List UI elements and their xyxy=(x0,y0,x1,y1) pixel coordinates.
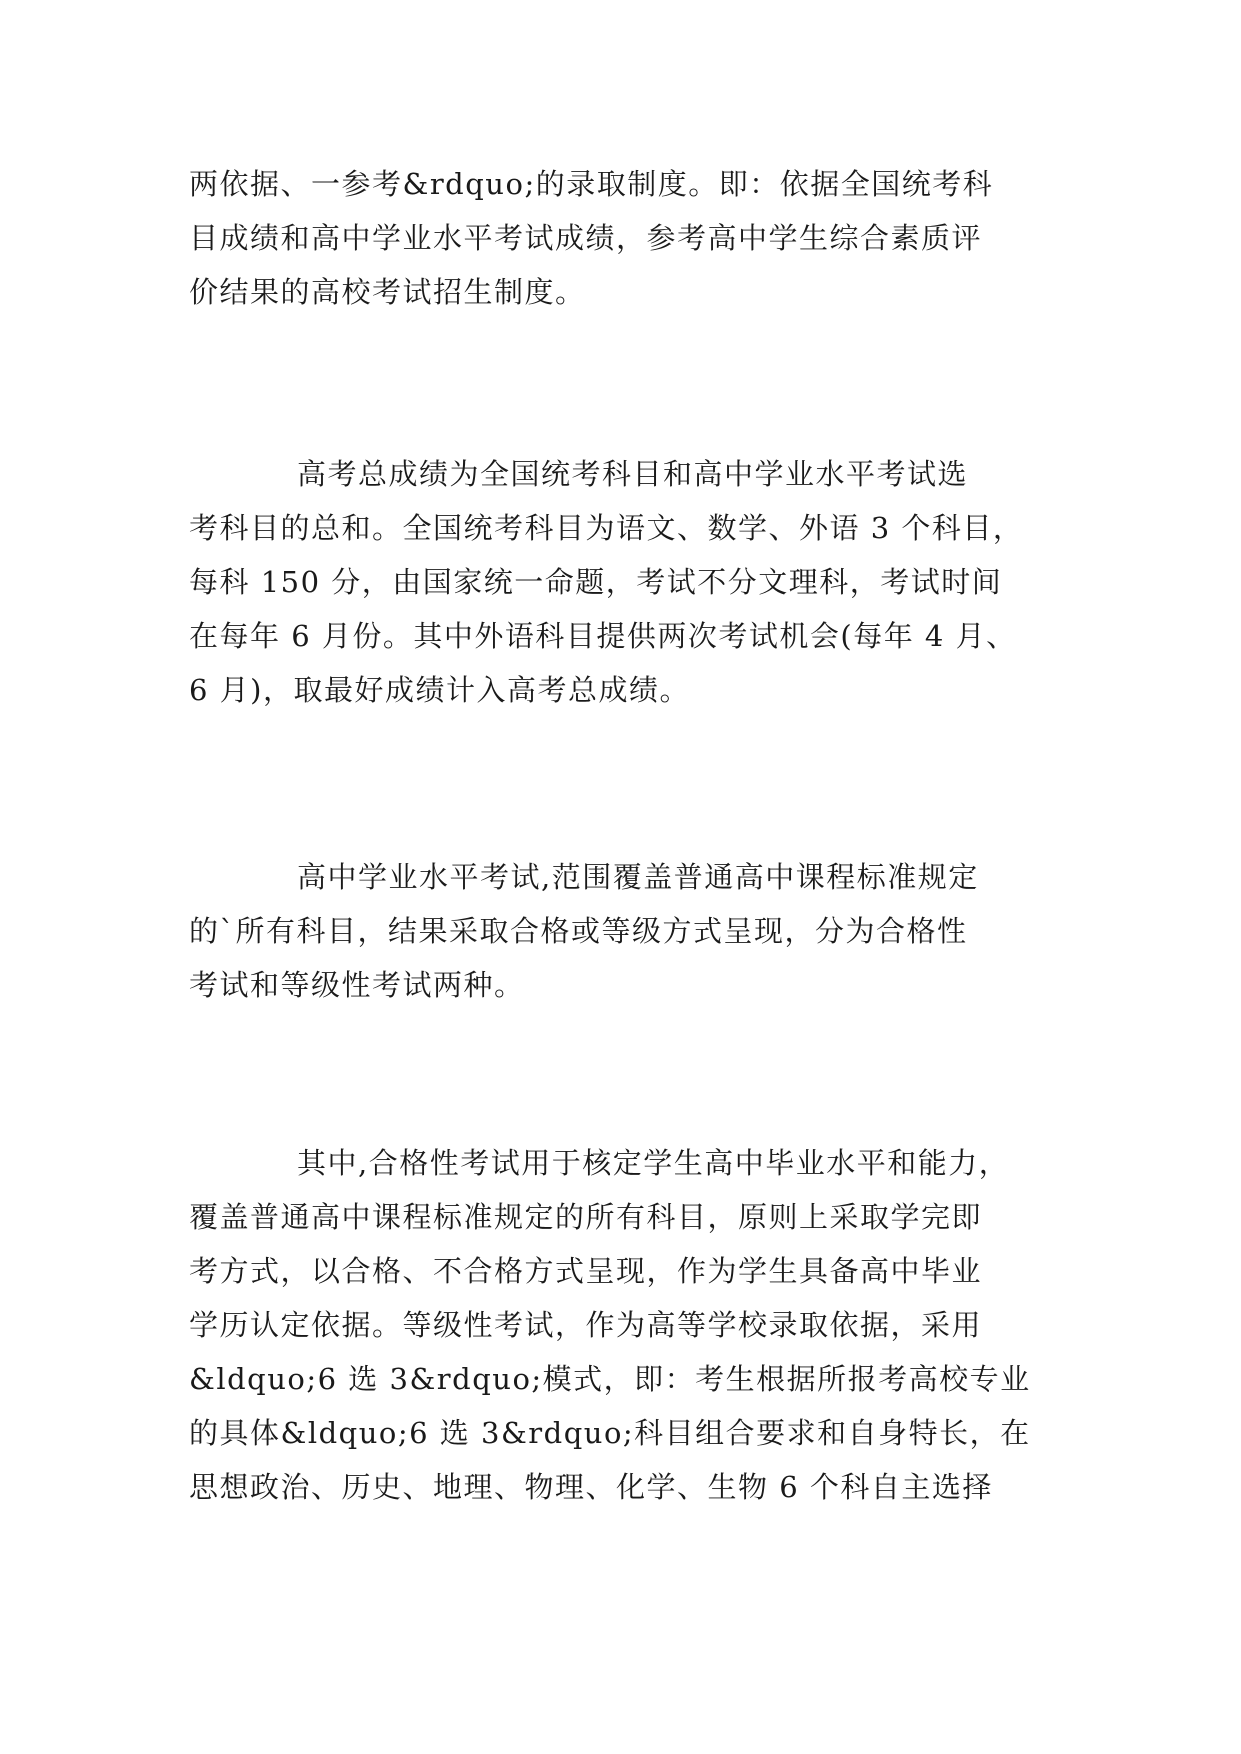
paragraph-admission-system xyxy=(189,157,1069,319)
text-line: 两依据、一参考&rdquo;的录取制度。即：依据全国统考科 xyxy=(189,167,994,201)
text-line: 其中,合格性考试用于核定学生高中毕业水平和能力， xyxy=(297,1146,1010,1180)
text-line: 每科 150 分，由国家统一命题，考试不分文理科，考试时间 xyxy=(189,565,1003,599)
text-line: 学历认定依据。等级性考试，作为高等学校录取依据，采用 xyxy=(189,1308,983,1342)
text-line: 考方式，以合格、不合格方式呈现，作为学生具备高中毕业 xyxy=(189,1254,983,1288)
text-line: 考科目的总和。全国统考科目为语文、数学、外语 3 个科目， xyxy=(189,511,1024,545)
text-line: 的`所有科目，结果采取合格或等级方式呈现，分为合格性 xyxy=(189,914,968,948)
text-line: 考试和等级性考试两种。 xyxy=(189,968,525,1002)
text-line: 价结果的高校考试招生制度。 xyxy=(189,275,586,309)
paragraph-qualification-exam xyxy=(189,1136,1069,1514)
paragraph-proficiency-exam xyxy=(189,850,1069,1012)
text-line: 目成绩和高中学业水平考试成绩，参考高中学生综合素质评 xyxy=(189,221,983,255)
text-line: 高考总成绩为全国统考科目和高中学业水平考试选 xyxy=(297,457,969,491)
paragraph-total-score xyxy=(189,447,1069,717)
text-line: 6 月)，取最好成绩计入高考总成绩。 xyxy=(189,673,690,707)
text-line: &ldquo;6 选 3&rdquo;模式，即：考生根据所报考高校专业 xyxy=(189,1362,1031,1396)
text-line: 高中学业水平考试,范围覆盖普通高中课程标准规定 xyxy=(297,860,979,894)
text-line: 思想政治、历史、地理、物理、化学、生物 6 个科自主选择 xyxy=(189,1470,993,1504)
text-line: 的具体&ldquo;6 选 3&rdquo;科目组合要求和自身特长，在 xyxy=(189,1416,1031,1450)
text-line: 在每年 6 月份。其中外语科目提供两次考试机会(每年 4 月、 xyxy=(189,619,1017,653)
text-line: 覆盖普通高中课程标准规定的所有科目，原则上采取学完即 xyxy=(189,1200,983,1234)
